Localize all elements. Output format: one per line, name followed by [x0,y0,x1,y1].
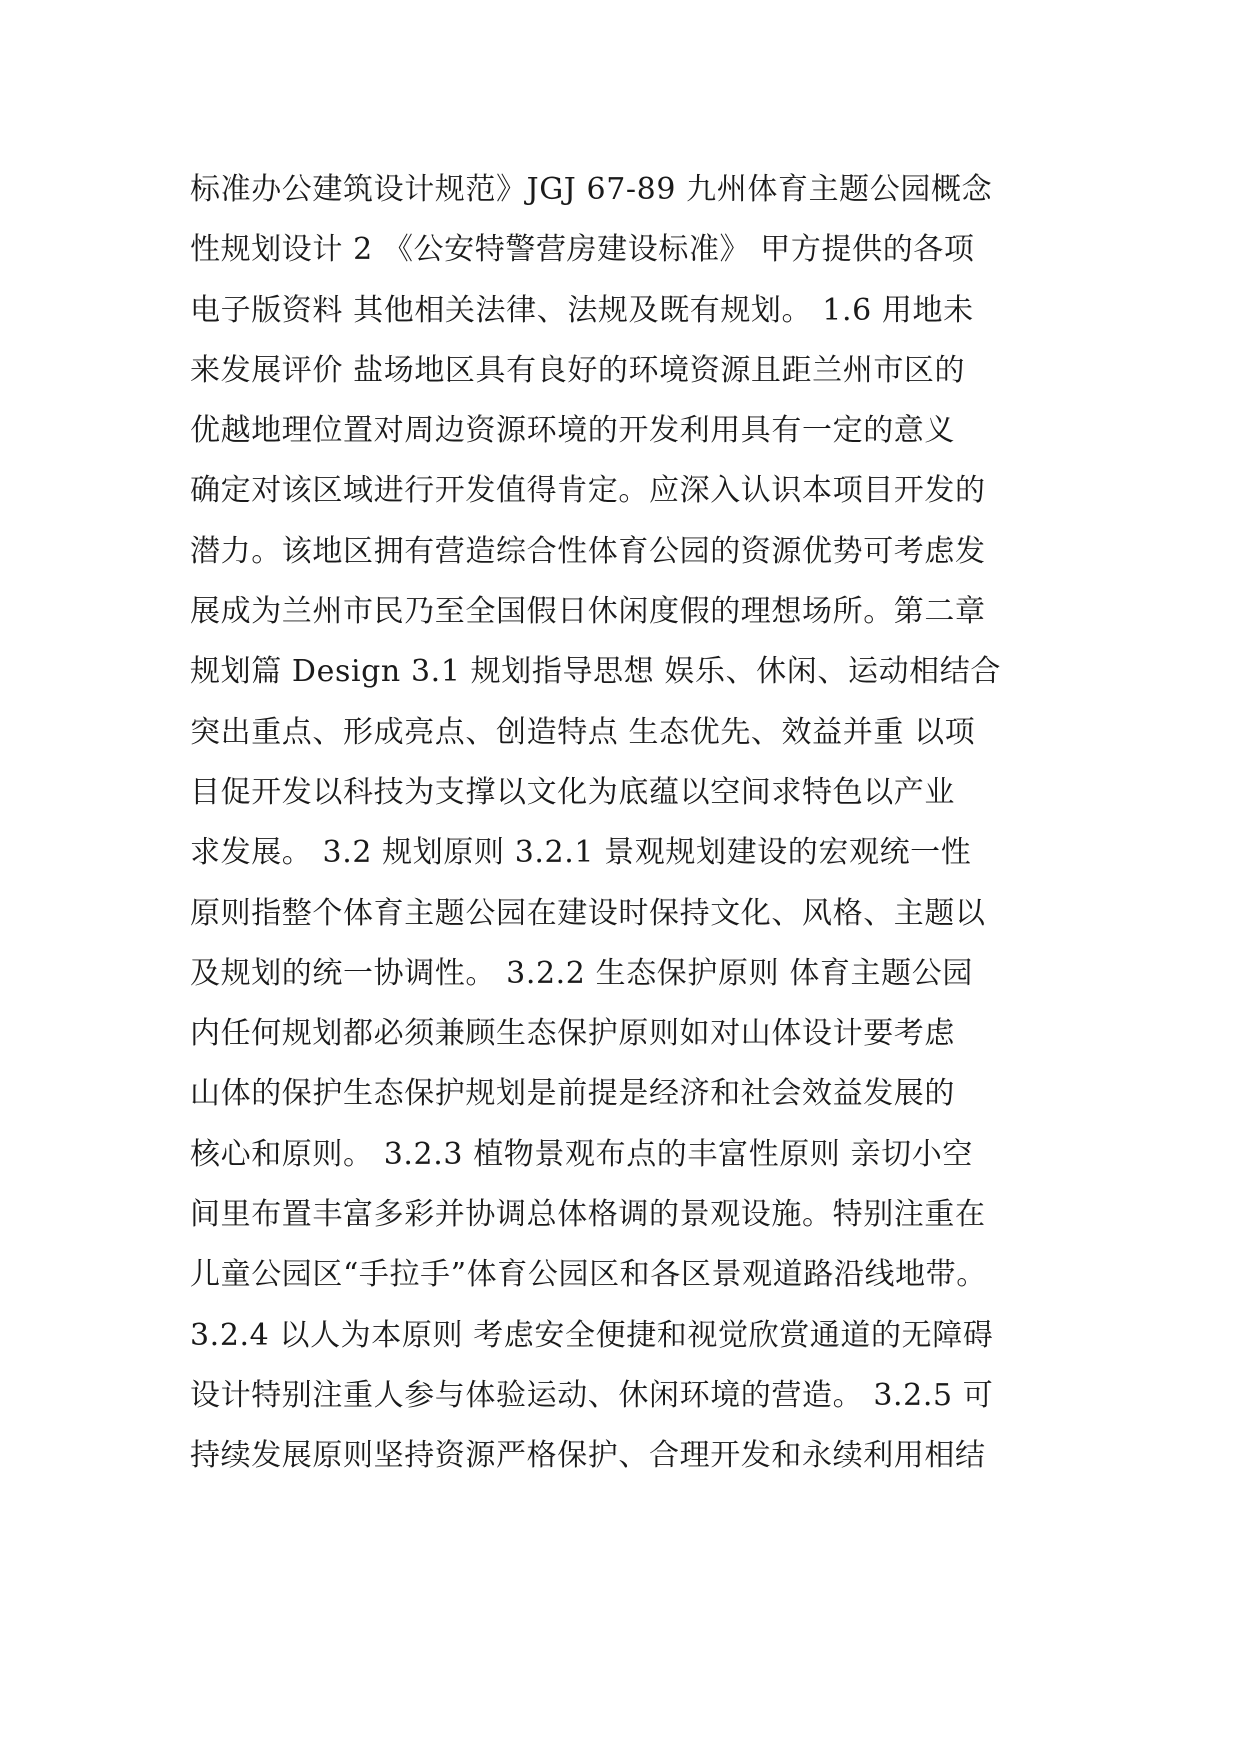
text-line: 持续发展原则坚持资源严格保护、合理开发和永续利用相结 [190,1438,986,1474]
text-line: 展成为兰州市民乃至全国假日休闲度假的理想场所。第二章 [190,594,986,630]
text-line: 优越地理位置对周边资源环境的开发利用具有一定的意义 [190,413,955,449]
text-line: 核心和原则。 3.2.3 植物景观布点的丰富性原则 亲切小空 [190,1136,973,1172]
text-line: 及规划的统一协调性。 3.2.2 生态保护原则 体育主题公园 [190,955,973,991]
text-line: 电子版资料 其他相关法律、法规及既有规划。 1.6 用地未 [190,292,974,328]
text-line: 儿童公园区“手拉手”体育公园区和各区景观道路沿线地带。 [190,1257,987,1293]
text-line: 内任何规划都必须兼顾生态保护原则如对山体设计要考虑 [190,1016,955,1052]
text-line: 3.2.4 以人为本原则 考虑安全便捷和视觉欣赏通道的无障碍 [190,1317,994,1353]
text-line: 目促开发以科技为支撑以文化为底蕴以空间求特色以产业 [190,774,955,810]
text-line: 突出重点、形成亮点、创造特点 生态优先、效益并重 以项 [190,714,976,750]
text-line: 性规划设计 2 《公安特警营房建设标准》 甲方提供的各项 [190,232,975,268]
text-line: 规划篇 Design 3.1 规划指导思想 娱乐、休闲、运动相结合 [190,654,1001,690]
text-line: 设计特别注重人参与体验运动、休闲环境的营造。 3.2.5 可 [190,1377,994,1413]
text-line: 潜力。该地区拥有营造综合性体育公园的资源优势可考虑发 [190,533,986,569]
text-line: 来发展评价 盐场地区具有良好的环境资源且距兰州市区的 [190,352,966,388]
text-line: 间里布置丰富多彩并协调总体格调的景观设施。特别注重在 [190,1197,986,1233]
text-line: 求发展。 3.2 规划原则 3.2.1 景观规划建设的宏观统一性 [190,835,972,871]
text-line: 原则指整个体育主题公园在建设时保持文化、风格、主题以 [190,895,986,931]
text-line: 山体的保护生态保护规划是前提是经济和社会效益发展的 [190,1076,955,1112]
text-line: 标准办公建筑设计规范》JGJ 67-89 九州体育主题公园概念 [190,172,993,207]
body-text [190,160,1070,1487]
text-line: 确定对该区域进行开发值得肯定。应深入认识本项目开发的 [190,473,986,509]
